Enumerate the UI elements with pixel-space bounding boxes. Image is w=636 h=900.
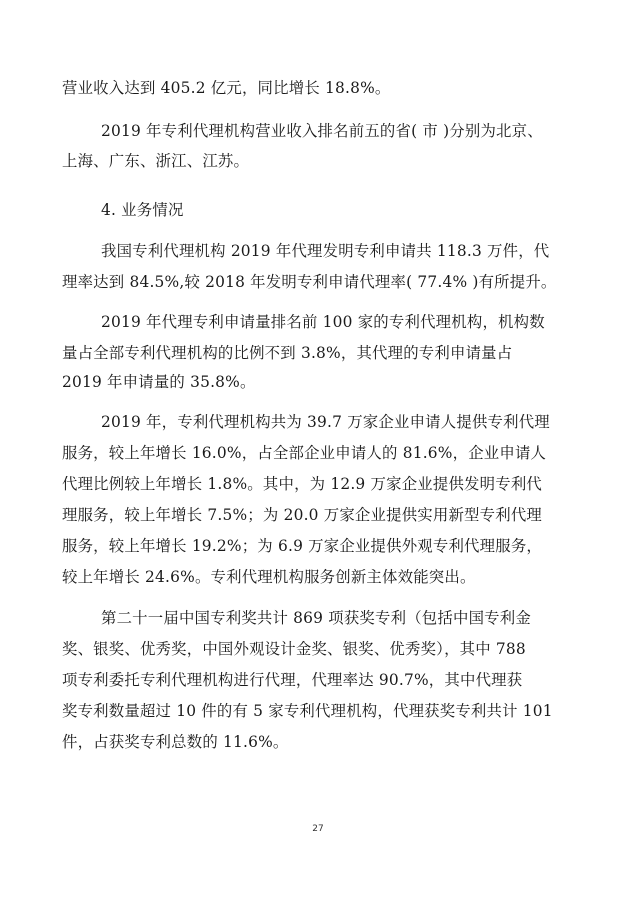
text-line: 理服务，较上年增长 7.5%；为 20.0 万家企业提供实用新型专利代理 (62, 506, 543, 524)
text-line: 奖专利数量超过 10 件的有 5 家专利代理机构，代理获奖专利共计 101 (62, 702, 553, 720)
text-line: 代理比例较上年增长 1.8%。其中，为 12.9 万家企业提供发明专利代 (62, 475, 543, 493)
text-line: 我国专利代理机构 2019 年代理发明专利申请共 118.3 万件，代 (101, 242, 550, 260)
text-line: 2019 年专利代理机构营业收入排名前五的省( 市 )分别为北京、 (101, 122, 543, 140)
text-line: 2019 年申请量的 35.8%。 (62, 373, 256, 391)
text-line: 项专利委托专利代理机构进行代理，代理率达 90.7%，其中代理获 (62, 671, 523, 689)
text-line: 较上年增长 24.6%。专利代理机构服务创新主体效能突出。 (62, 568, 476, 586)
page-number: 27 (312, 824, 324, 834)
text-line: 营业收入达到 405.2 亿元，同比增长 18.8%。 (62, 79, 391, 97)
text-line: 奖、银奖、优秀奖，中国外观设计金奖、银奖、优秀奖），其中 788 (62, 640, 526, 658)
text-line: 2019 年代理专利申请量排名前 100 家的专利代理机构，机构数 (101, 313, 545, 331)
text-line: 第二十一届中国专利奖共计 869 项获奖专利（包括中国专利金 (101, 609, 531, 627)
section-heading: 4. 业务情况 (101, 201, 184, 219)
text-line: 2019 年，专利代理机构共为 39.7 万家企业申请人提供专利代理 (101, 413, 550, 431)
text-line: 量占全部专利代理机构的比例不到 3.8%，其代理的专利申请量占 (62, 344, 513, 362)
text-line: 上海、广东、浙江、江苏。 (62, 152, 250, 170)
text-line: 服务，较上年增长 16.0%，占全部企业申请人的 81.6%，企业申请人 (62, 444, 547, 462)
text-line: 理率达到 84.5%,较 2018 年发明专利申请代理率( 77.4% )有所提升。 (62, 273, 557, 291)
text-line: 件，占获奖专利总数的 11.6%。 (62, 733, 289, 751)
text-line: 服务，较上年增长 19.2%；为 6.9 万家企业提供外观专利代理服务， (62, 537, 543, 555)
